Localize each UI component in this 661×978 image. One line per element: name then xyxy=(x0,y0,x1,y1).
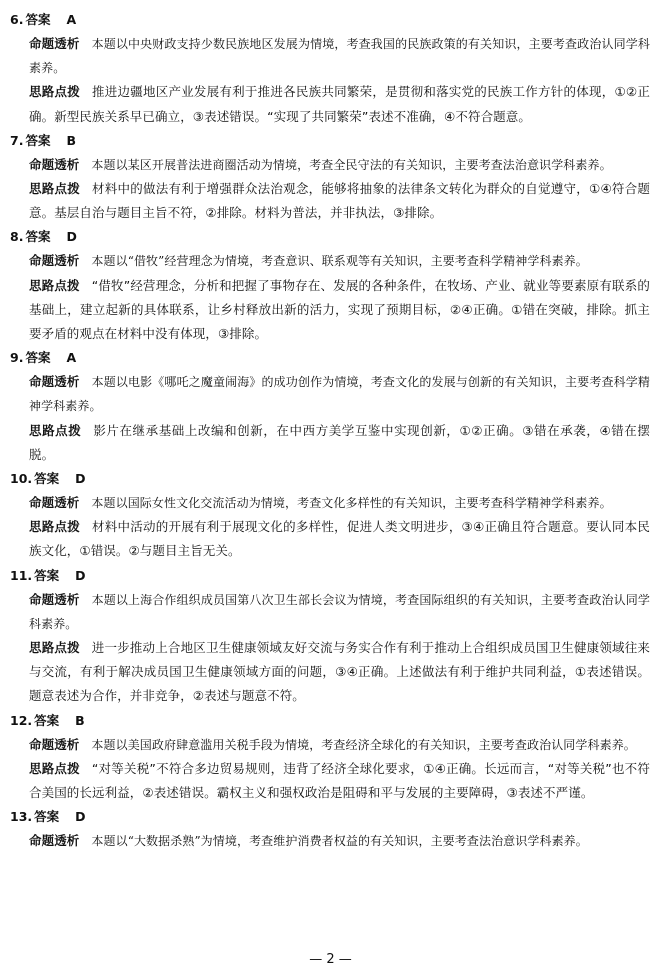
question-6 xyxy=(10,8,650,129)
answer-label: 答案 xyxy=(25,12,51,27)
hint-label: 思路点拨 xyxy=(29,422,82,438)
hint-label: 思路点拨 xyxy=(29,84,80,100)
reason-label: 命题透析 xyxy=(29,591,80,607)
answer-label: 答案 xyxy=(25,132,51,148)
question-9 xyxy=(10,346,650,467)
reason-label: 命题透析 xyxy=(29,374,80,390)
question-8 xyxy=(10,225,650,346)
hint-text: 材料中的做法有利于增强群众法治观念，能够将抽象的法律条文转化为群众的自觉遵守，①④符合题意。基层自治与题目主旨不符，②排除。材料为普法，并非执法，③排除。 xyxy=(29,181,650,221)
reason-label: 命题透析 xyxy=(29,156,80,172)
answer-label: 答案 xyxy=(25,229,51,245)
reason-block xyxy=(10,588,650,636)
question-header xyxy=(10,225,650,249)
reason-block xyxy=(10,153,650,177)
question-header xyxy=(10,129,650,153)
hint-text: 影片在继承基础上改编和创新，在中西方美学互鉴中实现创新，①②正确。③错在承袭，④错在摆脱。 xyxy=(29,422,650,462)
reason-label: 命题透析 xyxy=(29,253,80,269)
question-number: 9. xyxy=(10,350,24,366)
reason-text: 本题以电影《哪吒之魔童闹海》的成功创作为情境，考查文化的发展与创新的有关知识，主要考查科学精神学科素养。 xyxy=(29,375,650,414)
reason-block xyxy=(10,491,650,515)
reason-block xyxy=(10,733,650,757)
hint-block xyxy=(10,177,650,225)
hint-block xyxy=(10,757,650,805)
question-10 xyxy=(10,467,650,564)
hint-block xyxy=(10,80,650,128)
answer-label: 答案 xyxy=(25,350,51,366)
reason-block xyxy=(10,829,650,853)
hint-block xyxy=(10,419,650,467)
question-11 xyxy=(10,564,650,709)
hint-text: 进一步推动上合地区卫生健康领域友好交流与务实合作有利于推动上合组织成员国卫生健康领域往来与交流，有利于解决成员国卫生健康领域方面的问题，③④正确。上述做法有利于维护共同利益，①表述错误。题意表述为合作，并非竞争，②表述与题意不符。 xyxy=(29,640,650,704)
reason-label: 命题透析 xyxy=(29,495,80,511)
reason-block xyxy=(10,32,650,80)
question-header xyxy=(10,8,650,32)
reason-label: 命题透析 xyxy=(29,36,80,51)
hint-label: 思路点拨 xyxy=(29,760,80,776)
question-number: 8. xyxy=(10,229,24,245)
answer-choice: B xyxy=(75,712,85,728)
answer-choice: D xyxy=(75,567,86,583)
hint-label: 思路点拨 xyxy=(29,519,80,535)
question-13 xyxy=(10,805,650,853)
hint-text: 材料中活动的开展有利于展现文化的多样性，促进人类文明进步，③④正确且符合题意。要认同本民族文化，①错误。②与题目主旨无关。 xyxy=(29,519,650,559)
reason-text: 本题以上海合作组织成员国第八次卫生部长会议为情境，考查国际组织的有关知识，主要考查政治认同学科素养。 xyxy=(29,592,650,631)
answer-choice: B xyxy=(66,132,76,148)
answer-choice: D xyxy=(75,471,86,487)
hint-label: 思路点拨 xyxy=(29,640,80,656)
answer-choice: A xyxy=(66,12,77,27)
question-number: 11. xyxy=(10,567,33,583)
question-header xyxy=(10,709,650,733)
question-number: 13. xyxy=(10,809,33,825)
question-number: 6. xyxy=(10,12,24,27)
reason-label: 命题透析 xyxy=(29,736,80,752)
hint-block xyxy=(10,636,650,709)
answer-choice: D xyxy=(75,809,86,825)
reason-text: 本题以“大数据杀熟”为情境，考查维护消费者权益的有关知识，主要考查法治意识学科素养。 xyxy=(91,834,588,849)
hint-block xyxy=(10,274,650,347)
page-number: — 2 — xyxy=(309,952,352,967)
reason-block xyxy=(10,370,650,418)
hint-text: “借牧”经营理念，分析和把握了事物存在、发展的各种条件，在牧场、产业、就业等要素原有联系的基础上，建立起新的具体联系，让乡村释放出新的活力，实现了预期目标，②④正确。①错在突破，排除。抓主要矛盾的观点在材料中没有体现，③排除。 xyxy=(29,277,650,342)
answer-choice: A xyxy=(66,350,77,366)
answer-list xyxy=(10,8,650,853)
reason-text: 本题以某区开展普法进商圈活动为情境，考查全民守法的有关知识，主要考查法治意识学科素养。 xyxy=(91,157,612,172)
hint-label: 思路点拨 xyxy=(29,277,80,293)
question-header xyxy=(10,564,650,588)
hint-text: “对等关税”不符合多边贸易规则，违背了经济全球化要求，①④正确。长远而言，“对等关税”也不符合美国的长远利益，②表述错误。霸权主义和强权政治是阻碍和平与发展的主要障碍，③表述不严谨。 xyxy=(29,760,651,801)
question-header xyxy=(10,467,650,491)
question-number: 12. xyxy=(10,712,33,728)
reason-text: 本题以国际女性文化交流活动为情境，考查文化多样性的有关知识，主要考查科学精神学科素养。 xyxy=(91,496,612,511)
answer-label: 答案 xyxy=(34,567,60,583)
question-header xyxy=(10,805,650,829)
hint-label: 思路点拨 xyxy=(29,181,80,197)
question-12 xyxy=(10,709,650,806)
reason-text: 本题以中央财政支持少数民族地区发展为情境，考查我国的民族政策的有关知识，主要考查政治认同学科素养。 xyxy=(29,37,650,76)
question-7 xyxy=(10,129,650,226)
answer-label: 答案 xyxy=(34,471,60,487)
reason-block xyxy=(10,249,650,273)
answer-choice: D xyxy=(66,229,77,245)
reason-text: 本题以美国政府肆意滥用关税手段为情境，考查经济全球化的有关知识，主要考查政治认同学科素养。 xyxy=(91,737,636,752)
answer-label: 答案 xyxy=(34,712,60,728)
reason-label: 命题透析 xyxy=(29,833,80,849)
answer-label: 答案 xyxy=(34,809,60,825)
question-number: 7. xyxy=(10,132,24,148)
hint-block xyxy=(10,515,650,563)
reason-text: 本题以“借牧”经营理念为情境，考查意识、联系观等有关知识，主要考查科学精神学科素养。 xyxy=(91,254,588,269)
question-number: 10. xyxy=(10,471,33,487)
question-header xyxy=(10,346,650,370)
hint-text: 推进边疆地区产业发展有利于推进各民族共同繁荣，是贯彻和落实党的民族工作方针的体现，①②正确。新型民族关系早已确立，③表述错误。“实现了共同繁荣”表述不准确，④不符合题意。 xyxy=(29,84,650,124)
